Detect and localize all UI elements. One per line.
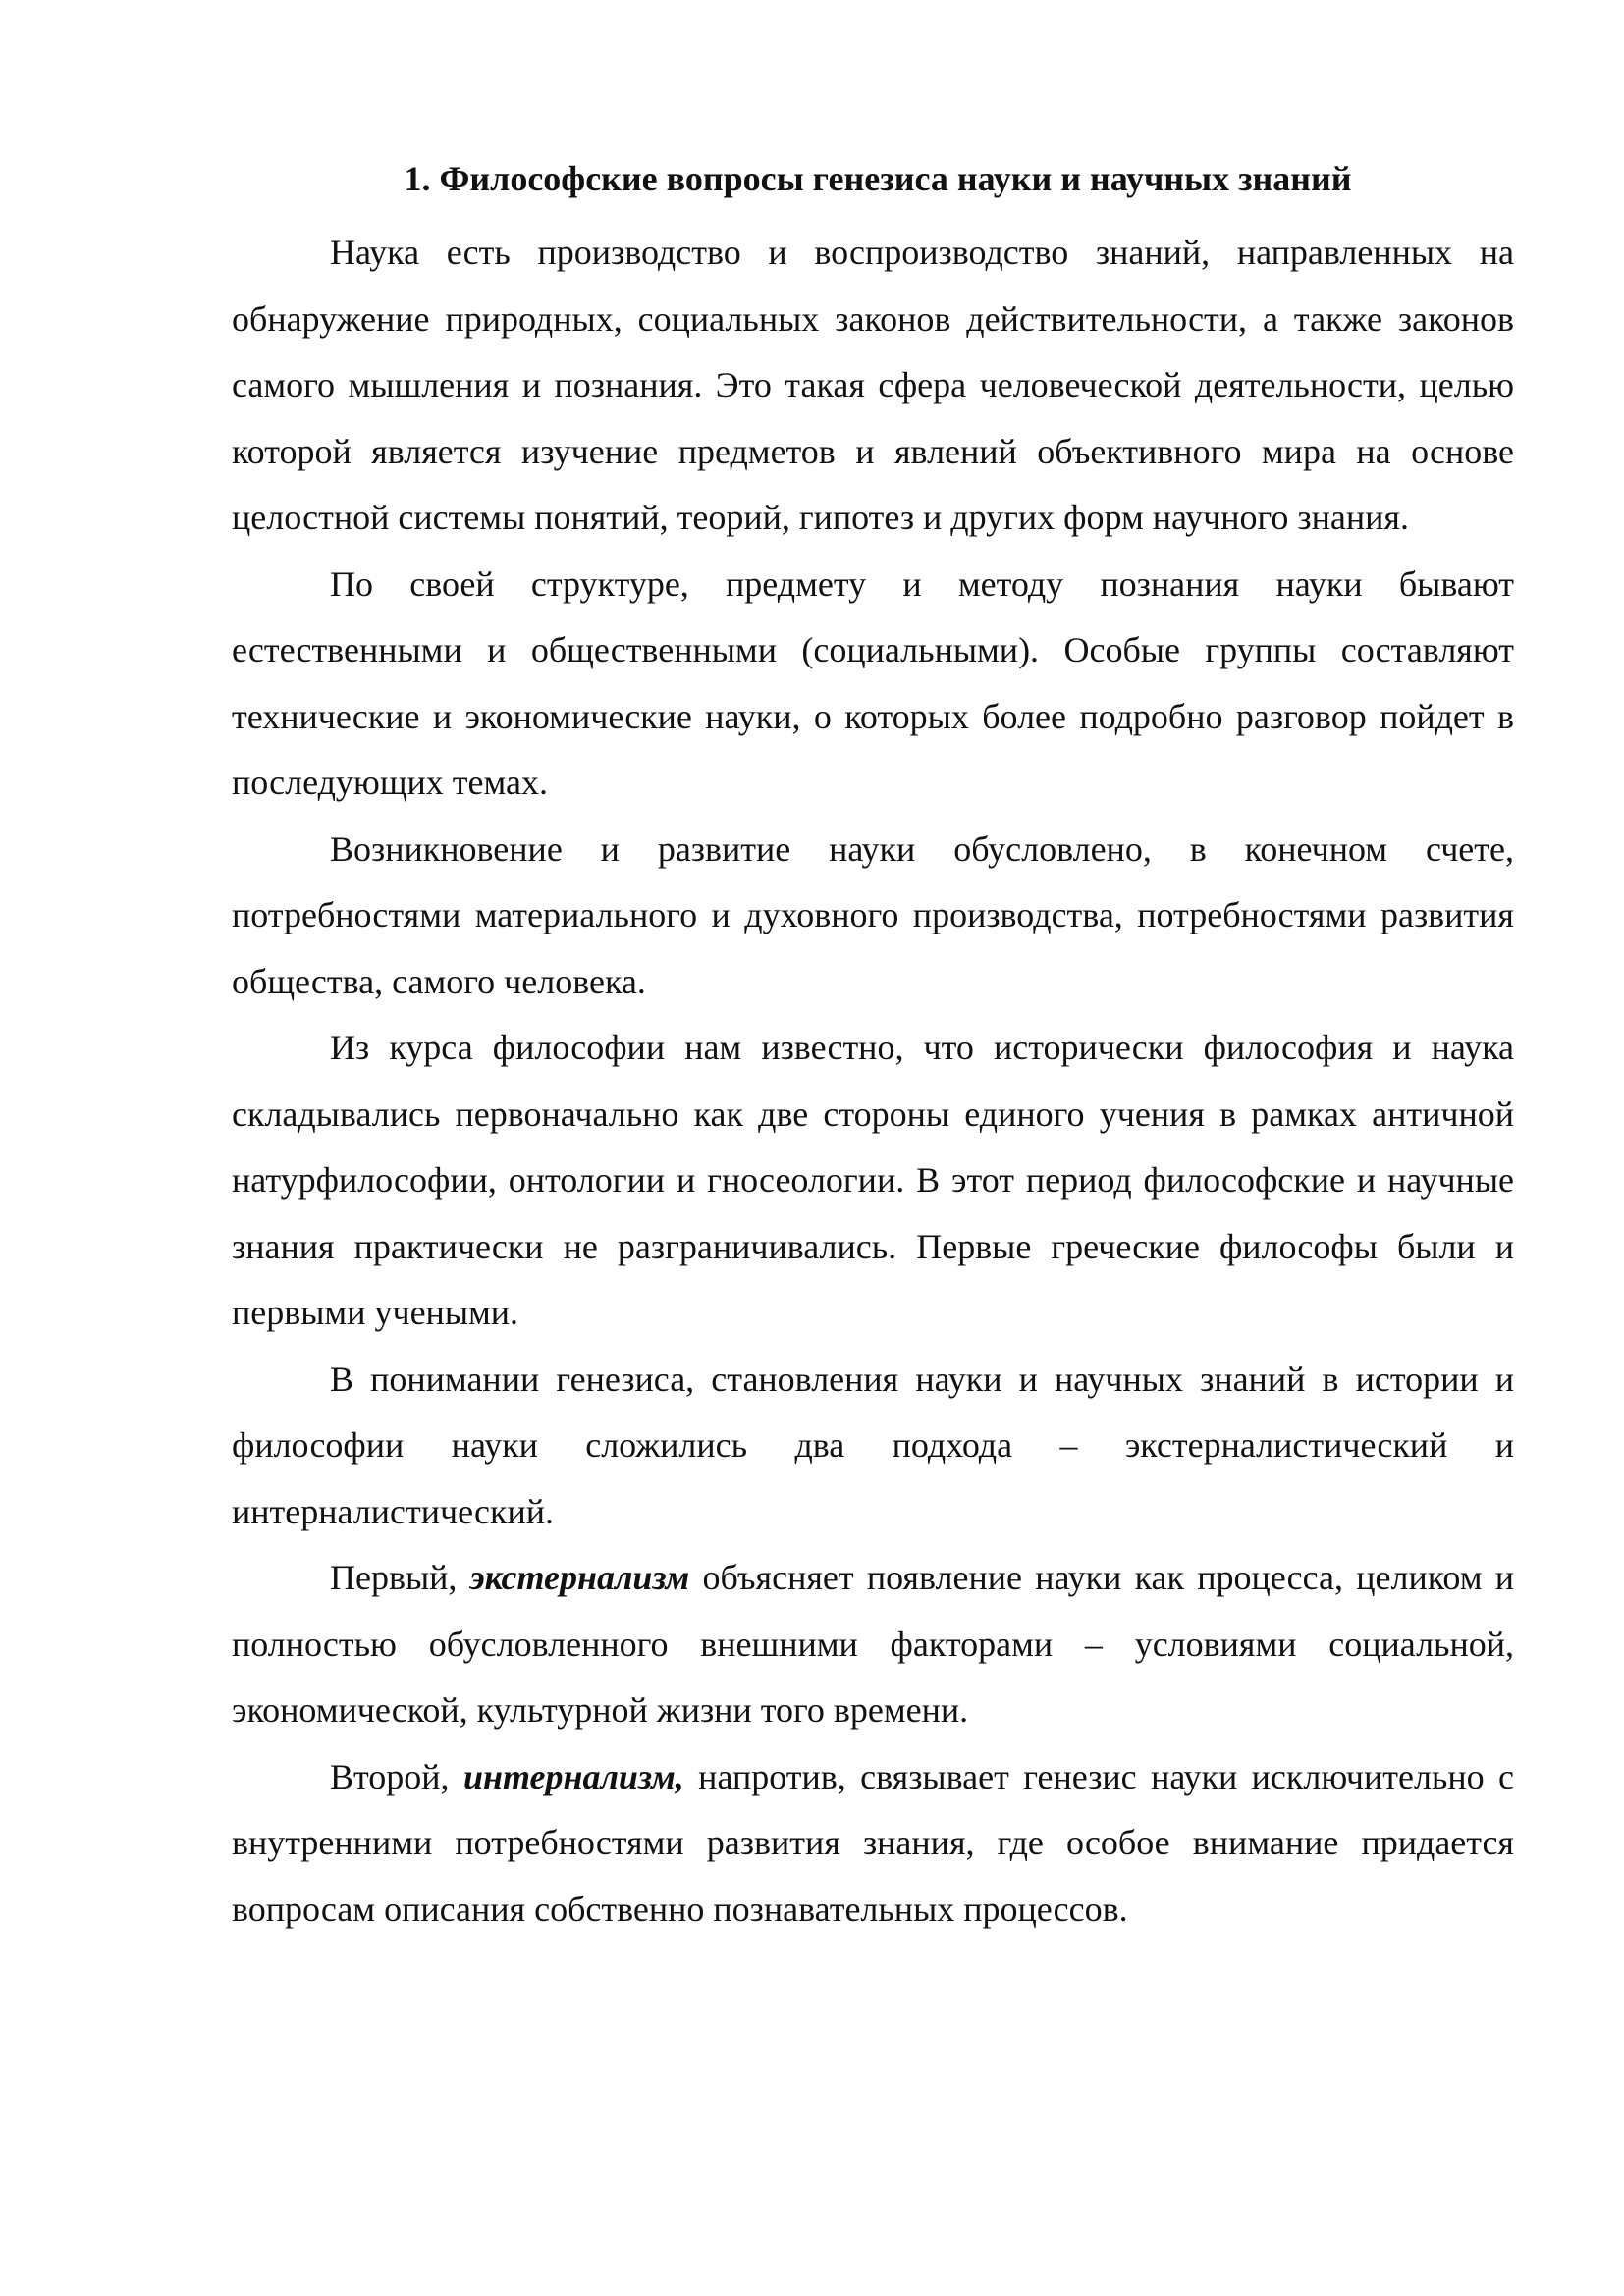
paragraph-externalism-lead: Первый,: [330, 1558, 470, 1597]
paragraph-science-types: По своей структуре, предмету и методу познания науки бывают естественными и общественными (социальными). Особые группы составляют технические и экономические науки, о которых более подробно разговор пойдет в последующих темах.: [232, 563, 1514, 802]
document-page: [232, 149, 1514, 1943]
paragraph-internalism-body: напротив, связывает генезис науки исключительно с внутренними потребностями развития знания, где особое внимание придается вопросам описания собственно познавательных процессов.: [232, 1756, 1514, 1929]
paragraph-internalism: [232, 1744, 1514, 1944]
term-internalism: интернализм,: [462, 1756, 684, 1796]
paragraph-philosophy-history: Из курса философии нам известно, что исторически философия и наука складывались первоначально как две стороны единого учения в рамках античной натурфилософии, онтологии и гносеологии. В этот период философские и научные знания практически не разграничивались. Первые греческие философы были и первыми учеными.: [232, 1028, 1514, 1332]
page-title: 1. Философские вопросы генезиса науки и научных знаний: [404, 159, 1352, 198]
paragraph-two-approaches: В понимании генезиса, становления науки и научных знаний в истории и философии науки сложились два подхода – экстерналистический и интерналистический.: [232, 1359, 1514, 1531]
paragraph-science-definition: Наука есть производство и воспроизводство знаний, направленных на обнаружение природных, социальных законов действительности, а также законов самого мышления и познания. Это такая сфера человеческой деятельности, целью которой является изучение предметов и явлений объективного мира на основе целостной системы понятий, теорий, гипотез и других форм научного знания.: [232, 233, 1514, 537]
paragraph-internalism-lead: Второй,: [330, 1756, 463, 1796]
paragraph-science-origin: Возникновение и развитие науки обусловлено, в конечном счете, потребностями материального и духовного производства, потребностями развития общества, самого человека.: [232, 828, 1514, 1001]
paragraph-externalism-body: объясняет появление науки как процесса, целиком и полностью обусловленного внешними факторами – условиями социальной, экономической, культурной жизни того времени.: [232, 1558, 1514, 1730]
paragraph-externalism: [232, 1545, 1514, 1744]
term-externalism: экстернализм: [469, 1558, 690, 1597]
